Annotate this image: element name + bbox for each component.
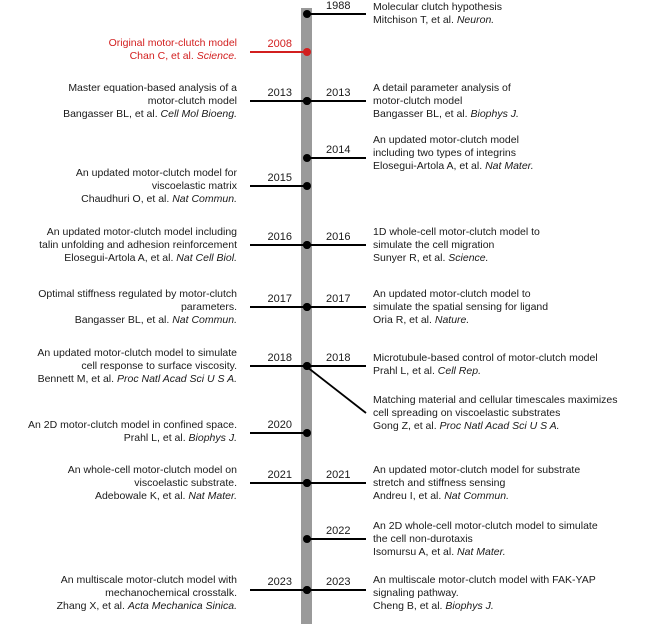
year-label-e2015: 2015 xyxy=(267,172,292,184)
entry-text-e2022 xyxy=(373,520,598,560)
citation-authors: Elosegui-Artola A, et al. xyxy=(373,160,486,173)
citation-journal: Science. xyxy=(448,252,489,265)
citation-journal: Acta Mechanica Sinica. xyxy=(127,600,237,613)
entry-citation xyxy=(38,314,237,327)
citation-authors: Cheng B, et al. xyxy=(373,600,446,613)
year-label-e2013L: 2013 xyxy=(267,87,292,99)
citation-authors: Bangasser BL, et al. xyxy=(373,108,471,121)
citation-journal: Nat Commun. xyxy=(444,490,509,503)
entry-citation xyxy=(373,108,519,121)
entry-citation xyxy=(109,50,237,63)
timeline-dot-e2016R xyxy=(303,241,311,249)
year-label-e2014: 2014 xyxy=(326,144,351,156)
citation-journal: Biophys J. xyxy=(470,108,519,121)
entry-description-line: parameters. xyxy=(180,301,237,314)
entry-text-e2017R xyxy=(373,288,548,328)
entry-text-e2017L xyxy=(38,288,237,328)
entry-text-e2018R2 xyxy=(373,394,618,434)
timeline-connector-e2017L xyxy=(250,306,307,308)
entry-description-line: Master equation-based analysis of a xyxy=(68,82,237,94)
timeline-dot-e2014 xyxy=(303,154,311,162)
entry-citation xyxy=(373,14,502,27)
year-label-e2022: 2022 xyxy=(326,525,351,537)
entry-description-line: Microtubule-based control of motor-clutch model xyxy=(373,352,598,364)
entry-description-line: including two types of integrins xyxy=(373,147,516,160)
timeline-dot-e2018R xyxy=(303,362,311,370)
year-label-e2017L: 2017 xyxy=(267,293,292,305)
year-label-e1988: 1988 xyxy=(326,0,351,12)
entry-text-e2014 xyxy=(373,134,534,174)
citation-journal: Cell Rep. xyxy=(437,365,481,378)
timeline-dot-e2022 xyxy=(303,535,311,543)
timeline-connector-e2008 xyxy=(250,51,307,53)
timeline-connector-e2014 xyxy=(307,157,366,159)
timeline-connector-e2021L xyxy=(250,482,307,484)
citation-authors: Isomursu A, et al. xyxy=(373,546,458,559)
timeline-dot-e2017R xyxy=(303,303,311,311)
timeline-connector-e2023R xyxy=(307,589,366,591)
entry-text-e2013L xyxy=(63,82,237,122)
entry-citation xyxy=(57,600,237,613)
year-label-e2008: 2008 xyxy=(267,38,292,50)
citation-authors: Prahl L, et al. xyxy=(373,365,438,378)
timeline-connector-e2020 xyxy=(250,432,307,434)
entry-text-e2016R xyxy=(373,226,540,266)
year-label-e2018L: 2018 xyxy=(267,352,292,364)
entry-citation xyxy=(373,490,580,503)
entry-description-line: viscoelastic matrix xyxy=(151,180,237,193)
entry-description-line: cell response to surface viscosity. xyxy=(81,360,237,373)
year-label-e2016L: 2016 xyxy=(267,231,292,243)
entry-text-e2013R xyxy=(373,82,519,122)
entry-description-line: An whole-cell motor-clutch model on xyxy=(67,464,237,476)
entry-citation xyxy=(373,600,596,613)
timeline-connector-e2017R xyxy=(307,306,366,308)
entry-text-e2008 xyxy=(109,37,237,63)
timeline-connector-e1988 xyxy=(307,13,366,15)
year-label-e2018R: 2018 xyxy=(326,352,351,364)
entry-citation xyxy=(68,490,237,503)
citation-journal: Nature. xyxy=(434,314,470,327)
citation-journal: Nat Cell Biol. xyxy=(176,252,237,265)
entry-description-line: Molecular clutch hypothesis xyxy=(373,1,502,13)
timeline-connector-e2015 xyxy=(250,185,307,187)
year-label-e2023L: 2023 xyxy=(267,576,292,588)
citation-journal: Science. xyxy=(196,50,237,63)
citation-authors: Bennett M, et al. xyxy=(37,373,117,386)
entry-text-e2018R xyxy=(373,352,598,378)
year-label-e2017R: 2017 xyxy=(326,293,351,305)
entry-description-line: mechanochemical crosstalk. xyxy=(105,587,237,600)
timeline-connector-e2016R xyxy=(307,244,366,246)
entry-description-line: Matching material and cellular timescales maximizes xyxy=(373,394,618,406)
year-label-e2013R: 2013 xyxy=(326,87,351,99)
entry-citation xyxy=(373,546,598,559)
citation-journal: Nat Commun. xyxy=(172,193,237,206)
citation-journal: Proc Natl Acad Sci U S A. xyxy=(439,420,560,433)
entry-citation xyxy=(76,193,237,206)
entry-description-line: simulate the spatial sensing for ligand xyxy=(373,301,549,314)
citation-authors: Bangasser BL, et al. xyxy=(74,314,173,327)
citation-authors: Prahl L, et al. xyxy=(123,432,189,445)
entry-text-e2016L xyxy=(39,226,237,266)
entry-description-line: An updated motor-clutch model xyxy=(373,134,519,146)
timeline-dot-e2015 xyxy=(303,182,311,190)
citation-journal: Nat Mater. xyxy=(485,160,534,173)
entry-description-line: the cell non-durotaxis xyxy=(373,533,473,546)
citation-journal: Biophys J. xyxy=(445,600,494,613)
entry-text-e2021L xyxy=(68,464,237,504)
citation-journal: Biophys J. xyxy=(188,432,237,445)
entry-description-line: An 2D motor-clutch model in confined space. xyxy=(28,419,237,431)
entry-description-line: simulate the cell migration xyxy=(373,239,495,252)
year-label-e2021R: 2021 xyxy=(326,469,351,481)
entry-description-line: stretch and stiffness sensing xyxy=(373,477,506,490)
citation-journal: Nat Mater. xyxy=(457,546,506,559)
entry-description-line: Optimal stiffness regulated by motor-clutch xyxy=(38,288,237,300)
entry-description-line: An 2D whole-cell motor-clutch model to simulate xyxy=(373,520,598,532)
citation-authors: Andreu I, et al. xyxy=(373,490,445,503)
entry-description-line: 1D whole-cell motor-clutch model to xyxy=(373,226,540,238)
entry-description-line: An multiscale motor-clutch model with FAK-YAP xyxy=(373,574,596,586)
entry-citation xyxy=(373,160,534,173)
entry-description-line: An updated motor-clutch model including xyxy=(46,226,237,238)
citation-authors: Chaudhuri O, et al. xyxy=(81,193,173,206)
citation-journal: Cell Mol Bioeng. xyxy=(160,108,237,121)
timeline-dot-e2021R xyxy=(303,479,311,487)
timeline-connector-e2021R xyxy=(307,482,366,484)
citation-authors: Oria R, et al. xyxy=(373,314,435,327)
entry-citation xyxy=(373,314,548,327)
entry-description-line: An updated motor-clutch model for substrate xyxy=(373,464,581,476)
citation-journal: Proc Natl Acad Sci U S A. xyxy=(116,373,237,386)
entry-text-e2018L xyxy=(37,347,237,387)
citation-authors: Elosegui-Artola A, et al. xyxy=(64,252,177,265)
timeline-connector-e2016L xyxy=(250,244,307,246)
timeline-dot-e1988 xyxy=(303,10,311,18)
entry-citation xyxy=(373,420,618,433)
diagonal-connector xyxy=(307,367,366,413)
citation-journal: Neuron. xyxy=(456,14,495,27)
timeline-dot-e2020 xyxy=(303,429,311,437)
entry-citation xyxy=(373,365,598,378)
citation-authors: Sunyer R, et al. xyxy=(373,252,449,265)
timeline-dot-e2023R xyxy=(303,586,311,594)
entry-description-line: Original motor-clutch model xyxy=(108,37,237,49)
timeline-connector-e2018R xyxy=(307,365,366,367)
year-label-e2020: 2020 xyxy=(267,419,292,431)
timeline-connector-e2018L xyxy=(250,365,307,367)
citation-authors: Gong Z, et al. xyxy=(373,420,440,433)
entry-citation xyxy=(28,432,237,445)
year-label-e2016R: 2016 xyxy=(326,231,351,243)
entry-description-line: motor-clutch model xyxy=(147,95,237,108)
timeline-connector-e2013L xyxy=(250,100,307,102)
citation-journal: Nat Mater. xyxy=(188,490,237,503)
citation-authors: Zhang X, et al. xyxy=(56,600,128,613)
citation-authors: Bangasser BL, et al. xyxy=(63,108,161,121)
timeline-dot-e2013R xyxy=(303,97,311,105)
entry-text-e2023L xyxy=(57,574,237,614)
entry-text-e2020 xyxy=(28,419,237,445)
timeline-dot-e2008 xyxy=(303,48,311,56)
entry-description-line: viscoelastic substrate. xyxy=(134,477,237,490)
entry-description-line: A detail parameter analysis of xyxy=(373,82,511,94)
entry-description-line: motor-clutch model xyxy=(373,95,463,108)
year-label-e2023R: 2023 xyxy=(326,576,351,588)
timeline-connector-e2023L xyxy=(250,589,307,591)
citation-journal: Nat Commun. xyxy=(172,314,237,327)
entry-text-e1988 xyxy=(373,1,502,27)
citation-authors: Chan C, et al. xyxy=(129,50,197,63)
entry-citation xyxy=(37,373,237,386)
timeline-connector-e2013R xyxy=(307,100,366,102)
entry-description-line: An updated motor-clutch model to xyxy=(373,288,531,300)
entry-description-line: An multiscale motor-clutch model with xyxy=(60,574,237,586)
entry-description-line: An updated motor-clutch model to simulate xyxy=(37,347,237,359)
entry-text-e2015 xyxy=(76,167,237,207)
entry-description-line: cell spreading on viscoelastic substrates xyxy=(373,407,561,420)
entry-description-line: talin unfolding and adhesion reinforcement xyxy=(39,239,237,252)
citation-authors: Adebowale K, et al. xyxy=(94,490,189,503)
entry-citation xyxy=(373,252,540,265)
entry-description-line: An updated motor-clutch model for xyxy=(75,167,237,179)
entry-text-e2021R xyxy=(373,464,580,504)
entry-text-e2023R xyxy=(373,574,596,614)
citation-authors: Mitchison T, et al. xyxy=(373,14,457,27)
entry-description-line: signaling pathway. xyxy=(373,587,459,600)
entry-citation xyxy=(39,252,237,265)
year-label-e2021L: 2021 xyxy=(267,469,292,481)
entry-citation xyxy=(63,108,237,121)
timeline-connector-e2022 xyxy=(307,538,366,540)
